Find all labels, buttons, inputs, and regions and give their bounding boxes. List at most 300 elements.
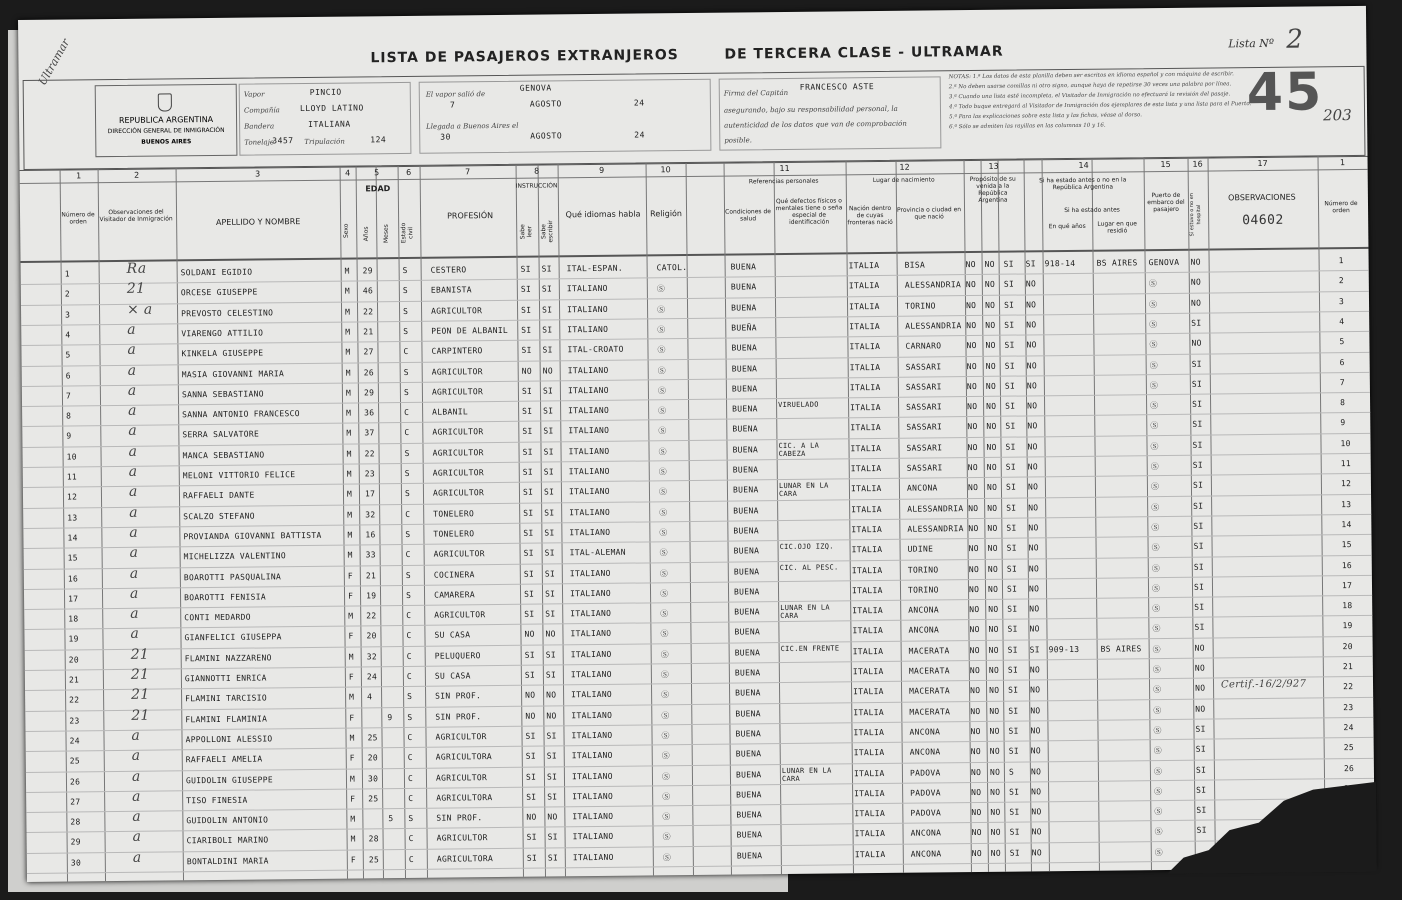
visitor-obs: a bbox=[132, 829, 142, 846]
civil-status: S bbox=[402, 265, 408, 275]
llegada-mes: AGOSTO bbox=[530, 131, 563, 141]
languages: ITALIANO bbox=[567, 385, 609, 396]
civil-status: S bbox=[404, 468, 410, 478]
been-before: NO bbox=[1026, 340, 1037, 350]
birth-province: ANCONA bbox=[910, 828, 942, 839]
purpose-1: NO bbox=[966, 381, 978, 391]
birth-nation: ITALIA bbox=[852, 606, 883, 616]
been-before: NO bbox=[1030, 746, 1041, 756]
age-years: 22 bbox=[364, 448, 375, 459]
hospital: NO bbox=[1190, 257, 1201, 267]
purpose-2: NO bbox=[987, 564, 999, 574]
birth-province: PADOVA bbox=[909, 767, 941, 778]
profession: AGRICULTOR bbox=[434, 610, 486, 620]
health: BUENA bbox=[731, 363, 758, 374]
purpose-2: NO bbox=[985, 361, 996, 371]
visitor-obs: a bbox=[131, 727, 141, 744]
health: BUENA bbox=[735, 729, 762, 739]
row-number-right: 20 bbox=[1342, 641, 1353, 651]
purpose-2: NO bbox=[990, 807, 1001, 817]
languages: ITALIANO bbox=[567, 304, 609, 314]
sex: M bbox=[345, 388, 352, 398]
sex: M bbox=[345, 307, 351, 317]
been-before: NO bbox=[1028, 523, 1039, 533]
can-write: SI bbox=[546, 751, 558, 761]
purpose-3: SI bbox=[1006, 523, 1017, 533]
hospital: SI bbox=[1192, 420, 1203, 430]
row-number-right: 14 bbox=[1341, 519, 1352, 530]
visitor-obs: a bbox=[129, 544, 139, 562]
can-read: SI bbox=[521, 325, 532, 335]
row-number-right: 17 bbox=[1341, 580, 1353, 590]
passenger-name: TISO FINESIA bbox=[186, 795, 248, 806]
column-number: 3 bbox=[255, 169, 261, 179]
civil-status: C bbox=[405, 509, 411, 519]
religion: Ⓢ bbox=[660, 629, 669, 639]
religion: Ⓢ bbox=[657, 365, 667, 375]
row-number-right: 16 bbox=[1341, 560, 1353, 570]
nota-2: 2.ª No deben usarse comillas ni otro signo, aunque haya de repetirse 30 veces una palabra por línea. bbox=[948, 81, 1232, 91]
profession: AGRICULTOR bbox=[431, 366, 483, 377]
row-number: 19 bbox=[68, 634, 79, 644]
row-number: 11 bbox=[66, 472, 78, 482]
passenger-name: MASIA GIOVANNI MARIA bbox=[181, 368, 285, 379]
visitor-obs: a bbox=[128, 484, 138, 501]
profession: AGRICULTOR bbox=[432, 468, 484, 478]
health: BUENA bbox=[733, 505, 759, 516]
purpose-2: NO bbox=[985, 340, 996, 351]
been-before: NO bbox=[1029, 665, 1041, 675]
birth-nation: ITALIA bbox=[852, 626, 884, 636]
can-read: NO bbox=[526, 812, 537, 822]
can-read: SI bbox=[524, 670, 536, 680]
passenger-name: SERRA SALVATORE bbox=[182, 429, 260, 440]
languages: ITALIANO bbox=[567, 324, 609, 335]
sex: M bbox=[349, 774, 356, 784]
birth-nation: ITALIA bbox=[852, 646, 884, 656]
birth-nation: ITALIA bbox=[853, 687, 884, 697]
health: BUENA bbox=[736, 850, 763, 861]
purpose-2: NO bbox=[985, 381, 997, 391]
birth-province: MACERATA bbox=[908, 666, 950, 676]
purpose-1: NO bbox=[965, 280, 977, 290]
profession: AGRICULTORA bbox=[436, 792, 493, 803]
embark-port: Ⓢ bbox=[1151, 522, 1160, 533]
row-number: 30 bbox=[70, 858, 82, 868]
nota-1: NOTAS: 1.ª Los datos de esta planilla deben ser escritos en idioma español y con máquina de escribir. bbox=[948, 71, 1234, 81]
religion: Ⓢ bbox=[661, 690, 670, 700]
row-number: 3 bbox=[65, 310, 71, 320]
health: BUENA bbox=[736, 830, 763, 840]
voyage-box bbox=[419, 79, 712, 154]
col-estado-civil: Estado civil bbox=[400, 222, 415, 244]
column-number: 16 bbox=[1192, 159, 1203, 169]
languages: ITALIANO bbox=[569, 568, 611, 578]
health: BUENA bbox=[735, 769, 762, 780]
purpose-2: NO bbox=[988, 604, 999, 614]
embark-port: Ⓢ bbox=[1151, 543, 1160, 553]
embark-port: Ⓢ bbox=[1148, 279, 1158, 289]
embark-port: Ⓢ bbox=[1150, 441, 1159, 451]
religion: Ⓢ bbox=[661, 731, 670, 741]
religion: Ⓢ bbox=[656, 284, 666, 294]
age-years: 16 bbox=[365, 530, 376, 540]
physical-marks bbox=[778, 421, 840, 422]
can-write: SI bbox=[543, 406, 554, 416]
purpose-1: NO bbox=[965, 300, 977, 310]
embark-port: Ⓢ bbox=[1154, 847, 1164, 857]
hospital: SI bbox=[1192, 480, 1204, 491]
religion: Ⓢ bbox=[657, 325, 666, 335]
languages: ITALIANO bbox=[569, 507, 611, 517]
civil-status: C bbox=[408, 854, 414, 864]
birth-nation: ITALIA bbox=[851, 504, 882, 514]
nota-5: 5.ª Para las explicaciones sobre esta lista y las fichas, véase al dorso. bbox=[949, 112, 1143, 121]
visitor-obs: 21 bbox=[131, 707, 150, 724]
embark-port: Ⓢ bbox=[1149, 319, 1158, 330]
languages: ITALIANO bbox=[568, 405, 610, 416]
sex: M bbox=[346, 489, 353, 499]
birth-province: MACERATA bbox=[909, 706, 951, 717]
age-years: 26 bbox=[363, 367, 374, 377]
age-months: 5 bbox=[388, 814, 394, 824]
can-write: SI bbox=[542, 325, 553, 335]
purpose-2: NO bbox=[989, 686, 1000, 696]
row-number: 21 bbox=[68, 675, 80, 685]
religion: Ⓢ bbox=[658, 487, 668, 497]
column-divider bbox=[646, 163, 654, 875]
age-years: 32 bbox=[365, 509, 376, 519]
hospital: SI bbox=[1194, 602, 1205, 612]
column-number: 7 bbox=[465, 167, 471, 177]
civil-status: C bbox=[403, 347, 409, 357]
obs-stamp-number: 04602 bbox=[1242, 212, 1284, 229]
embark-port: Ⓢ bbox=[1150, 421, 1159, 431]
passenger-name: CIARIBOLI MARINO bbox=[186, 835, 269, 846]
languages: ITALIANO bbox=[571, 710, 613, 720]
can-write: SI bbox=[546, 731, 557, 741]
sex: M bbox=[346, 408, 352, 418]
sex: F bbox=[350, 794, 356, 804]
row-number-right: 19 bbox=[1342, 621, 1353, 631]
health: BUENA bbox=[736, 790, 762, 800]
physical-marks: CIC. AL PESC. bbox=[779, 562, 839, 572]
hospital: NO bbox=[1195, 704, 1206, 714]
hospital: SI bbox=[1196, 785, 1207, 795]
purpose-2: NO bbox=[987, 584, 999, 594]
age-years: 36 bbox=[364, 408, 375, 418]
health: BUENA bbox=[732, 485, 759, 495]
purpose-3: SI bbox=[1007, 645, 1018, 655]
birth-nation: ITALIA bbox=[849, 362, 881, 372]
languages: ITALIANO bbox=[571, 730, 613, 741]
been-before: NO bbox=[1028, 543, 1039, 553]
purpose-2: NO bbox=[990, 787, 1001, 797]
hospital: SI bbox=[1193, 541, 1204, 551]
physical-marks bbox=[777, 319, 839, 320]
visitor-obs: a bbox=[129, 565, 139, 582]
can-write: SI bbox=[547, 853, 559, 863]
row-number-right: 26 bbox=[1343, 763, 1355, 773]
purpose-3: S bbox=[1008, 767, 1015, 777]
languages: ITALIANO bbox=[569, 588, 612, 599]
row-number: 12 bbox=[66, 492, 78, 502]
col-lugar-nacimiento: Lugar de nacimiento bbox=[872, 176, 935, 185]
passenger-name: MANCA SEBASTIANO bbox=[182, 450, 265, 460]
row-number: 28 bbox=[70, 817, 81, 827]
age-years: 20 bbox=[366, 631, 377, 641]
birth-province: ANCONA bbox=[908, 625, 940, 636]
can-write: SI bbox=[543, 426, 554, 436]
row-number: 16 bbox=[67, 573, 79, 584]
captain-box bbox=[719, 76, 942, 150]
purpose-2: NO bbox=[986, 462, 998, 472]
birth-nation: ITALIA bbox=[849, 321, 881, 332]
column-number: 14 bbox=[1078, 160, 1089, 170]
physical-marks bbox=[780, 624, 842, 625]
purpose-3: SI bbox=[1007, 624, 1018, 635]
sex: F bbox=[348, 631, 354, 641]
religion: Ⓢ bbox=[658, 426, 667, 436]
birth-province: PADOVA bbox=[910, 788, 941, 798]
birth-nation: ITALIA bbox=[850, 403, 881, 413]
col-sabe-escribir: Sabe escribir bbox=[540, 220, 555, 243]
birth-nation: ITALIA bbox=[854, 849, 886, 859]
birth-province: ALESSANDRIA bbox=[907, 524, 964, 534]
can-write: SI bbox=[544, 568, 556, 579]
sex: F bbox=[348, 591, 354, 601]
nota-6: 6.ª Sólo se admiten las rayillas en las columnas 10 y 16. bbox=[949, 122, 1106, 131]
ship-box bbox=[239, 82, 412, 156]
column-number: 13 bbox=[988, 161, 999, 171]
can-read: SI bbox=[520, 264, 531, 274]
llegada-anio: 24 bbox=[634, 130, 645, 140]
hospital: SI bbox=[1193, 562, 1205, 572]
been-before: NO bbox=[1029, 624, 1040, 634]
row-number-right: 1 bbox=[1338, 256, 1344, 266]
sex: M bbox=[344, 266, 350, 276]
col-profesion: PROFESIÓN bbox=[446, 211, 494, 221]
purpose-1: NO bbox=[967, 402, 978, 412]
passenger-name: GUIDOLIN ANTONIO bbox=[186, 815, 269, 826]
birth-province: ANCONA bbox=[910, 849, 942, 859]
can-write: SI bbox=[547, 792, 558, 802]
row-number: 1 bbox=[64, 269, 70, 279]
row-number-right: 8 bbox=[1340, 398, 1346, 408]
physical-marks bbox=[782, 827, 844, 828]
observations: Certif.-16/2/927 bbox=[1220, 678, 1307, 691]
can-read: SI bbox=[522, 427, 533, 437]
row-number: 26 bbox=[69, 776, 81, 786]
been-before: NO bbox=[1030, 685, 1041, 695]
purpose-1: NO bbox=[970, 726, 981, 736]
purpose-2: NO bbox=[986, 422, 997, 432]
birth-province: CARNARO bbox=[905, 341, 942, 351]
profession: AGRICULTORA bbox=[435, 752, 493, 762]
purpose-2: NO bbox=[987, 543, 998, 554]
hospital: SI bbox=[1193, 582, 1205, 592]
embark-port: Ⓢ bbox=[1154, 786, 1163, 796]
column-number: 4 bbox=[345, 168, 351, 178]
profession: AGRICULTORA bbox=[436, 853, 494, 864]
row-number-right: 12 bbox=[1340, 479, 1352, 489]
health: BUENA bbox=[733, 566, 760, 577]
purpose-1: NO bbox=[966, 361, 977, 371]
civil-status: S bbox=[403, 306, 409, 316]
can-write: SI bbox=[546, 771, 558, 782]
been-before: NO bbox=[1025, 279, 1037, 289]
col-si-estado: Si ha estado antes bbox=[1064, 206, 1120, 215]
civil-status: C bbox=[407, 732, 413, 742]
visitor-obs: a bbox=[132, 808, 142, 825]
hospital: SI bbox=[1196, 805, 1207, 815]
visitor-obs: a bbox=[131, 768, 141, 785]
health: BUENA bbox=[732, 444, 759, 455]
visitor-obs: × a bbox=[126, 301, 153, 318]
purpose-1: NO bbox=[968, 523, 979, 533]
civil-status: C bbox=[407, 753, 413, 763]
profession: TONELERO bbox=[433, 508, 475, 519]
passenger-name: MELONI VITTORIO FELICE bbox=[182, 470, 296, 481]
languages: ITALIANO bbox=[568, 487, 610, 497]
can-read: NO bbox=[525, 690, 536, 701]
can-read: SI bbox=[523, 528, 534, 538]
col-orden-right: Número de orden bbox=[1324, 199, 1358, 215]
sex: M bbox=[348, 652, 354, 662]
row-number: 9 bbox=[66, 431, 72, 441]
hospital: SI bbox=[1195, 744, 1206, 754]
sex: M bbox=[349, 692, 355, 702]
health: BUENA bbox=[730, 282, 757, 292]
col-proposito: Propósito de su venida a la República Argentina bbox=[969, 175, 1016, 204]
hospital: SI bbox=[1192, 440, 1203, 450]
religion: Ⓢ bbox=[659, 528, 668, 538]
can-write: NO bbox=[546, 690, 557, 700]
embark-port: Ⓢ bbox=[1152, 604, 1161, 614]
embark-port: Ⓢ bbox=[1149, 360, 1159, 370]
hospital: NO bbox=[1191, 338, 1202, 348]
health: BUENA bbox=[731, 343, 758, 353]
languages: ITALIANO bbox=[567, 365, 609, 375]
age-years: 46 bbox=[362, 286, 374, 296]
health: BUENA bbox=[732, 424, 758, 434]
purpose-3: SI bbox=[1003, 300, 1015, 310]
profession: AGRICULTOR bbox=[432, 488, 485, 498]
firma-label: Firma del Capitán bbox=[723, 88, 789, 98]
purpose-2: NO bbox=[987, 523, 998, 533]
age-years: 17 bbox=[364, 489, 376, 499]
column-divider bbox=[420, 166, 428, 878]
visitor-obs: a bbox=[132, 788, 141, 805]
col-estado-antes: Si ha estado antes o no en la República Argentina bbox=[1039, 176, 1127, 192]
birth-province: SASSARI bbox=[906, 463, 943, 473]
can-write: SI bbox=[545, 650, 556, 660]
can-read: SI bbox=[526, 833, 537, 843]
health: BUENA bbox=[734, 627, 761, 637]
birth-province: ALESSANDRIA bbox=[907, 503, 964, 514]
passenger-name: SANNA SEBASTIANO bbox=[181, 389, 264, 400]
can-write: SI bbox=[541, 284, 553, 294]
languages: ITALIANO bbox=[566, 284, 608, 294]
civil-status: C bbox=[405, 550, 411, 560]
hospital: SI bbox=[1193, 501, 1204, 511]
visitor-obs: a bbox=[132, 849, 142, 866]
age-years: 28 bbox=[368, 834, 379, 844]
profession: CARPINTERO bbox=[431, 346, 483, 356]
been-before: NO bbox=[1030, 726, 1041, 736]
birth-nation: ITALIA bbox=[851, 585, 883, 596]
purpose-1: NO bbox=[965, 259, 976, 270]
visitor-obs: 21 bbox=[130, 666, 150, 683]
profession: AGRICULTOR bbox=[433, 549, 485, 559]
captain-name: FRANCESCO ASTE bbox=[799, 82, 875, 92]
row-number: 20 bbox=[68, 655, 79, 665]
can-read: SI bbox=[525, 731, 536, 741]
sex: F bbox=[347, 571, 354, 581]
profession: SIN PROF. bbox=[435, 711, 482, 722]
purpose-1: NO bbox=[970, 706, 981, 716]
been-before: NO bbox=[1028, 584, 1040, 594]
purpose-3: SI bbox=[1006, 584, 1018, 594]
visitor-obs: a bbox=[128, 443, 138, 460]
embark-port: Ⓢ bbox=[1150, 482, 1160, 492]
birth-nation: ITALIA bbox=[848, 281, 880, 291]
col-anos: Años bbox=[362, 226, 370, 242]
visitor-obs: a bbox=[127, 341, 137, 359]
birth-nation: ITALIA bbox=[850, 443, 882, 453]
embark-port: Ⓢ bbox=[1152, 644, 1162, 654]
been-before: NO bbox=[1028, 563, 1040, 573]
birth-province: TORINO bbox=[907, 564, 939, 575]
civil-status: S bbox=[404, 489, 411, 499]
row-number-right: 25 bbox=[1343, 743, 1354, 753]
been-before: NO bbox=[1027, 442, 1038, 452]
birth-province: ANCONA bbox=[909, 727, 941, 737]
can-read: SI bbox=[524, 650, 535, 660]
purpose-3: SI bbox=[1009, 787, 1020, 797]
religion: Ⓢ bbox=[662, 812, 671, 822]
age-years: 25 bbox=[368, 854, 380, 865]
age-years: 24 bbox=[366, 672, 378, 682]
row-number: 6 bbox=[65, 370, 71, 381]
age-years: 37 bbox=[364, 428, 375, 438]
religion: Ⓢ bbox=[658, 446, 667, 457]
passenger-name: APPOLLONI ALESSIO bbox=[185, 734, 273, 745]
purpose-1: NO bbox=[968, 503, 979, 513]
birth-province: SASSARI bbox=[905, 361, 942, 372]
embark-port: Ⓢ bbox=[1151, 502, 1160, 512]
sex: M bbox=[346, 469, 352, 479]
health: BUENA bbox=[732, 465, 759, 475]
visitor-obs: 21 bbox=[130, 646, 150, 663]
passenger-name: BOAROTTI PASQUALINA bbox=[183, 571, 282, 582]
hospital: SI bbox=[1196, 825, 1207, 836]
civil-status: S bbox=[403, 387, 410, 397]
column-number: 15 bbox=[1160, 159, 1171, 170]
col-obs-visitador: Observaciones del Visitador de Inmigración bbox=[99, 208, 173, 224]
stamp-number: 45 bbox=[1246, 62, 1324, 124]
row-number: 18 bbox=[68, 614, 79, 624]
row-number-right: 24 bbox=[1343, 722, 1354, 733]
passenger-name: CONTI MEDARDO bbox=[184, 612, 251, 623]
sex: M bbox=[346, 449, 352, 459]
col-provincia: Provincia o ciudad en que nació bbox=[896, 206, 962, 221]
profession: AGRICULTOR bbox=[436, 833, 488, 844]
been-before: NO bbox=[1027, 421, 1038, 431]
birth-nation: ITALIA bbox=[854, 809, 886, 819]
can-write: SI bbox=[541, 264, 552, 274]
purpose-1: NO bbox=[968, 584, 980, 594]
